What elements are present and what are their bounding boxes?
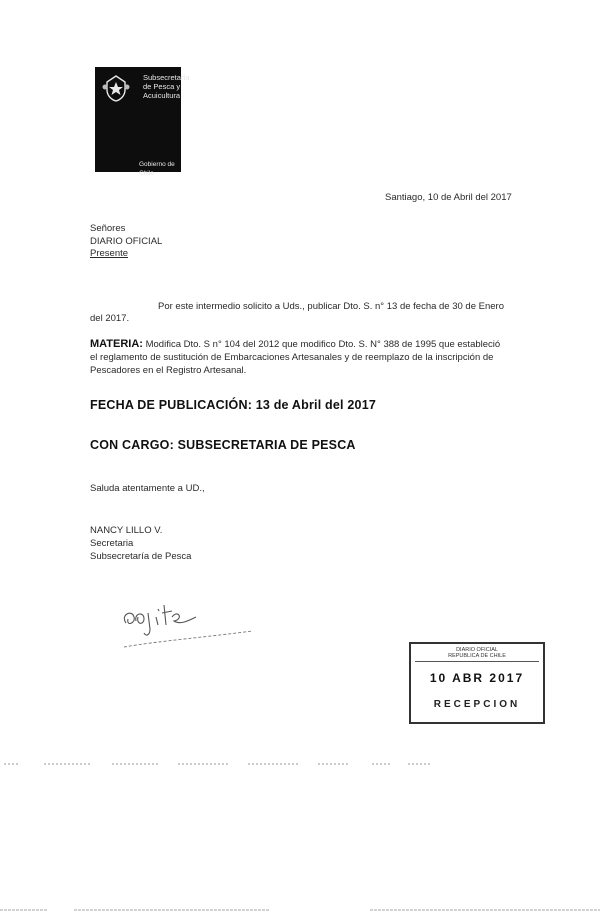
scan-artifact-bottom xyxy=(0,906,600,914)
letterhead-line-1: Subsecretaría xyxy=(143,73,190,82)
scan-artifact-line xyxy=(0,760,600,768)
recipient-presente: Presente xyxy=(90,248,129,259)
closing-line: Saluda atentamente a UD., xyxy=(90,483,205,494)
materia-text-1: Modifica Dto. S n° 104 del 2012 que modifico Dto. S. N° 388 de 1995 que estableció xyxy=(145,339,501,350)
reception-stamp xyxy=(409,642,545,724)
recipient-name: DIARIO OFICIAL xyxy=(90,236,163,247)
body-paragraph-line-2: del 2017. xyxy=(90,313,130,324)
stamp-header-1: DIARIO OFICIAL xyxy=(456,647,498,653)
letterhead-line-2: de Pesca y xyxy=(143,82,181,91)
fecha-publicacion: FECHA DE PUBLICACIÓN: 13 de Abril del 2017 xyxy=(90,398,376,412)
materia-label: MATERIA: xyxy=(90,338,143,350)
body-paragraph-line-1: Por este intermedio solicito a Uds., publicar Dto. S. n° 13 de fecha de 30 de Enero xyxy=(158,301,504,312)
materia-line-1 xyxy=(90,338,500,350)
coat-of-arms-icon xyxy=(101,73,131,103)
stamp-date: 10 ABR 2017 xyxy=(429,671,525,685)
materia-line-2: el reglamento de sustitución de Embarcaciones Artesanales y de reemplazo de la inscripción de xyxy=(90,352,494,363)
letterhead-line-3: Acuicultura xyxy=(143,91,181,100)
stamp-reception-label: RECEPCION xyxy=(433,699,521,710)
handwritten-signature xyxy=(118,595,258,655)
con-cargo: CON CARGO: SUBSECRETARIA DE PESCA xyxy=(90,438,356,452)
letterhead-footer: Gobierno de Chile xyxy=(139,161,175,177)
stamp-header-2: REPUBLICA DE CHILE xyxy=(415,653,539,662)
signatory-name: NANCY LILLO V. xyxy=(90,525,163,536)
signatory-org: Subsecretaría de Pesca xyxy=(90,551,192,562)
date-line: Santiago, 10 de Abril del 2017 xyxy=(385,192,512,203)
signatory-title: Secretaria xyxy=(90,538,134,549)
materia-line-3: Pescadores en el Registro Artesanal. xyxy=(90,365,247,376)
recipient-salutation: Señores xyxy=(90,223,126,234)
letterhead-logo xyxy=(95,67,190,177)
